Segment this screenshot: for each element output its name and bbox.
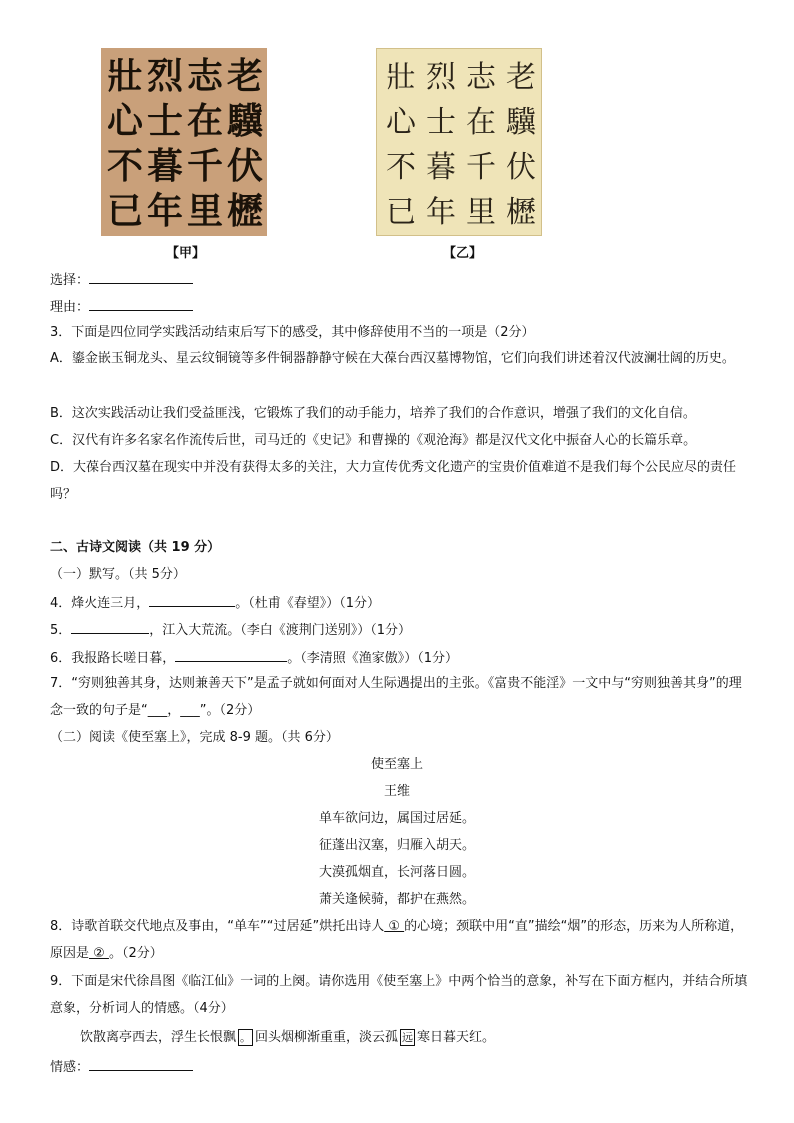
calligraphy-column xyxy=(225,54,265,234)
q8-blank-1[interactable]: ① xyxy=(384,919,405,934)
poem-title: 使至塞上 xyxy=(370,757,423,772)
q8-text-part: 的心境；颈联中用“直”描绘“烟”的形态，历来为人所称道，原因是 xyxy=(50,919,744,961)
poem-line: 萧关逢候骑，都护在燕然。 xyxy=(318,892,475,907)
q5-answer-blank[interactable] xyxy=(71,620,149,634)
poem-line: 征蓬出汉塞，归雁入胡天。 xyxy=(318,838,475,853)
ci-text-part: 饮散离亭西去，浮生长恨飘 xyxy=(80,1030,237,1045)
calligraphy-char: 年 xyxy=(146,190,183,232)
q4-prompt: 4．烽火连三月， xyxy=(50,596,150,611)
q6-prompt: 6．我报路长嗟日暮， xyxy=(50,651,176,666)
ci-text-part: 寒日暮天红。 xyxy=(417,1030,496,1045)
q3-stem: 3．下面是四位同学实践活动结束后写下的感受，其中修辞使用不当的一项是（2分） xyxy=(50,325,535,340)
choice-label: 选择： xyxy=(50,273,90,288)
calligraphy-char: 老 xyxy=(506,60,536,95)
calligraphy-char: 不 xyxy=(106,145,143,187)
calligraphy-char: 千 xyxy=(186,145,223,187)
reason-answer-blank[interactable] xyxy=(89,297,193,311)
calligraphy-image-jia xyxy=(101,48,267,236)
calligraphy-char: 烈 xyxy=(146,55,183,97)
calligraphy-char: 伏 xyxy=(506,150,536,185)
q7-text: 7．“穷则独善其身，达则兼善天下”是孟子就如何面对人生际遇提出的主张。《富贵不能淫》一文中与“穷则独善其身”的理念一致的句子是“___，___”。（2分） xyxy=(50,676,742,718)
part1-heading: （一）默写。（共 5分） xyxy=(50,567,186,582)
calligraphy-char: 志 xyxy=(186,55,223,97)
q6-answer-blank[interactable] xyxy=(175,648,287,662)
calligraphy-char: 心 xyxy=(386,105,416,140)
q4-row xyxy=(50,593,380,613)
calligraphy-char: 在 xyxy=(466,105,496,140)
calligraphy-char: 年 xyxy=(426,195,456,230)
calligraphy-column xyxy=(381,55,421,235)
poem-author: 王维 xyxy=(383,784,410,799)
choice-row xyxy=(50,270,193,290)
q3-option-a[interactable]: A．鎏金嵌玉铜龙头、星云纹铜镜等多件铜器静静守候在大葆台西汉墓博物馆，它们向我们讲述着汉代波澜壮阔的历史。 xyxy=(50,351,735,366)
calligraphy-char: 驥 xyxy=(506,105,536,140)
calligraphy-column xyxy=(185,54,225,234)
q8-blank-2[interactable]: ② xyxy=(89,946,109,961)
calligraphy-char: 伏 xyxy=(226,145,263,187)
calligraphy-char: 老 xyxy=(226,55,263,97)
poem-line: 大漠孤烟直，长河落日圆。 xyxy=(318,865,475,880)
calligraphy-char: 壯 xyxy=(386,60,416,95)
reason-label: 理由： xyxy=(50,300,90,315)
q8-text xyxy=(50,913,750,967)
calligraphy-column xyxy=(501,55,541,235)
emotion-row xyxy=(50,1057,193,1077)
ci-answer-box-1[interactable]: 。 xyxy=(240,1031,252,1044)
q4-source: 。（杜甫《春望》）（1分） xyxy=(235,596,381,611)
choice-answer-blank[interactable] xyxy=(89,270,193,284)
calligraphy-char: 心 xyxy=(106,100,143,142)
q4-answer-blank[interactable] xyxy=(149,593,235,607)
emotion-label: 情感： xyxy=(50,1060,90,1075)
calligraphy-column xyxy=(105,54,145,234)
caption-jia: 【甲】 xyxy=(166,246,206,261)
calligraphy-char: 暮 xyxy=(146,145,183,187)
emotion-answer-blank[interactable] xyxy=(89,1057,193,1071)
q3-option-b[interactable]: B．这次实践活动让我们受益匪浅，它锻炼了我们的动手能力，培养了我们的合作意识，增强了我们的文化自信。 xyxy=(50,406,696,421)
calligraphy-char: 壯 xyxy=(106,55,143,97)
calligraphy-char: 志 xyxy=(466,60,496,95)
q3-option-c[interactable]: C．汉代有许多名家名作流传后世，司马迁的《史记》和曹操的《观沧海》都是汉代文化中振奋人心的长篇乐章。 xyxy=(50,433,697,448)
calligraphy-char: 里 xyxy=(186,190,223,232)
section-title: 二、古诗文阅读（共 19 分） xyxy=(50,540,221,555)
calligraphy-char: 不 xyxy=(386,150,416,185)
calligraphy-column xyxy=(421,55,461,235)
poem-line: 单车欲问边，属国过居延。 xyxy=(318,811,475,826)
calligraphy-char: 已 xyxy=(106,190,143,232)
calligraphy-image-yi xyxy=(376,48,542,236)
q3-option-d[interactable]: D．大葆台西汉墓在现实中并没有获得太多的关注，大力宣传优秀文化遗产的宝贵价值难道不是我们每个公民应尽的责任吗？ xyxy=(50,460,737,502)
q8-text-part: 。（2分） xyxy=(108,946,163,961)
caption-yi: 【乙】 xyxy=(443,246,483,261)
calligraphy-char: 櫪 xyxy=(506,195,536,230)
ci-answer-box-2[interactable]: 远 xyxy=(402,1031,414,1044)
reason-row xyxy=(50,297,193,317)
q6-row xyxy=(50,648,458,668)
part2-heading: （二）阅读《使至塞上》，完成 8-9 题。（共 6分） xyxy=(50,730,339,745)
calligraphy-char: 士 xyxy=(146,100,183,142)
calligraphy-column xyxy=(145,54,185,234)
q8-text-part: 8．诗歌首联交代地点及事由，“单车”“过居延”烘托出诗人 xyxy=(50,919,385,934)
calligraphy-char: 里 xyxy=(466,195,496,230)
calligraphy-char: 櫪 xyxy=(226,190,263,232)
q6-source: 。（李清照《渔家傲》）（1分） xyxy=(287,651,459,666)
calligraphy-char: 烈 xyxy=(426,60,456,95)
calligraphy-char: 千 xyxy=(466,150,496,185)
ci-text-part: 回头烟柳渐重重，淡云孤 xyxy=(255,1030,399,1045)
q5-number: 5． xyxy=(50,623,72,638)
q5-prompt: ，江入大荒流。（李白《渡荆门送别》）（1分） xyxy=(149,623,412,638)
calligraphy-column xyxy=(461,55,501,235)
calligraphy-char: 在 xyxy=(186,100,223,142)
ci-text xyxy=(80,1029,495,1047)
calligraphy-char: 暮 xyxy=(426,150,456,185)
calligraphy-char: 驥 xyxy=(226,100,263,142)
q5-row xyxy=(50,620,411,640)
q9-stem: 9．下面是宋代徐昌图《临江仙》一词的上阕。请你选用《使至塞上》中两个恰当的意象，补写在下面方框内，并结合所填意象，分析词人的情感。（4分） xyxy=(50,974,748,1016)
calligraphy-char: 已 xyxy=(386,195,416,230)
calligraphy-char: 士 xyxy=(426,105,456,140)
